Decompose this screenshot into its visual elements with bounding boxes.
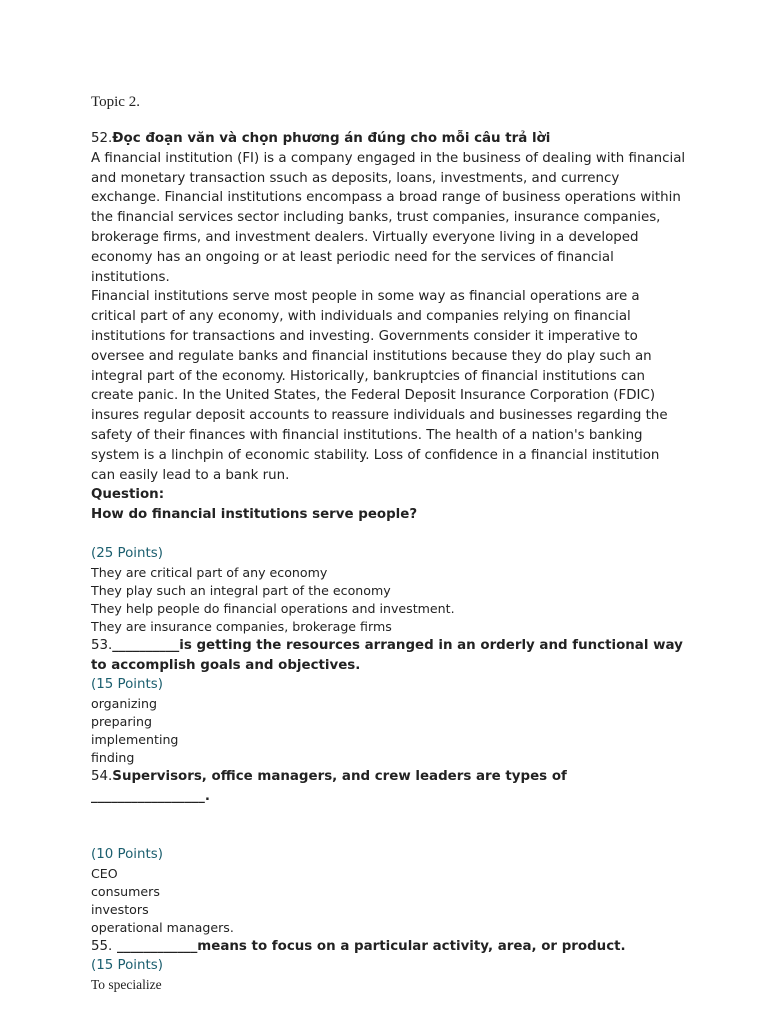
topic-heading: Topic 2. bbox=[91, 94, 140, 110]
question-52-text: How do financial institutions serve people? bbox=[91, 507, 418, 523]
question-55-text bbox=[91, 937, 686, 957]
question-label: Question: bbox=[91, 487, 165, 503]
document-content bbox=[91, 129, 686, 994]
answer-option[interactable]: operational managers. bbox=[91, 919, 234, 935]
answer-option[interactable]: They play such an integral part of the economy bbox=[91, 582, 391, 598]
question-number: 54. bbox=[91, 769, 113, 785]
answer-option[interactable]: investors bbox=[91, 901, 149, 917]
question-53-text bbox=[91, 636, 686, 676]
answer-option[interactable]: They help people do financial operations and investment. bbox=[91, 600, 455, 616]
answer-option[interactable]: They are insurance companies, brokerage firms bbox=[91, 618, 392, 634]
question-prompt: ____________means to focus on a particular activity, area, or product. bbox=[112, 938, 626, 954]
points-badge: (10 Points) bbox=[91, 846, 163, 862]
answer-option[interactable]: consumers bbox=[91, 883, 160, 899]
points-badge: (15 Points) bbox=[91, 958, 163, 974]
question-52-instruction bbox=[91, 129, 686, 149]
question-prompt: Supervisors, office managers, and crew leaders are types of _________________. bbox=[91, 769, 567, 804]
spacer bbox=[91, 807, 686, 826]
answer-option[interactable]: organizing bbox=[91, 696, 157, 712]
question-54-text bbox=[91, 767, 686, 807]
passage-paragraph-1: A financial institution (FI) is a company engaged in the business of dealing with financial and monetary transaction ssuch as deposits, loans, investments, and currency exchange. Financial institutions encompass a broad range of business operations within the financial services sector including banks, trust companies, insurance companies, brokerage firms, and investment dealers. Virtually everyone living in a developed economy has an ongoing or at least periodic need for the services of financial institutions. bbox=[91, 150, 686, 285]
spacer bbox=[91, 826, 686, 845]
spacer bbox=[91, 525, 686, 544]
answer-option[interactable]: finding bbox=[91, 750, 135, 766]
points-badge: (25 Points) bbox=[91, 545, 163, 561]
question-number: 52. bbox=[91, 131, 113, 146]
points-badge: (15 Points) bbox=[91, 677, 163, 693]
passage-paragraph-2: Financial institutions serve most people in some way as financial operations are a critical part of any economy, with individuals and companies relying on financial institutions for transactions and investing. Governments consider it imperative to oversee and regulate banks and financial institutions because they do play such an integral part of the economy. Historically, bankruptcies of financial institutions can create panic. In the United States, the Federal Deposit Insurance Corporation (FDIC) insures regular deposit accounts to reassure individuals and businesses regarding the safety of their finances with financial institutions. The health of a nation's banking system is a linchpin of economic stability. Loss of confidence in a financial institution can easily lead to a bank run. bbox=[91, 289, 668, 483]
answer-option[interactable]: To specialize bbox=[91, 977, 162, 993]
answer-option[interactable]: CEO bbox=[91, 865, 118, 881]
question-number: 55. bbox=[91, 938, 113, 954]
answer-option[interactable]: implementing bbox=[91, 732, 179, 748]
question-number: 53. bbox=[91, 637, 113, 653]
answer-option[interactable]: They are critical part of any economy bbox=[91, 564, 328, 580]
answer-option[interactable]: preparing bbox=[91, 714, 153, 730]
question-instruction: Đọc đoạn văn và chọn phương án đúng cho mỗi câu trả lời bbox=[112, 131, 551, 146]
question-prompt: __________is getting the resources arranged in an orderly and functional way to accomplish goals and objectives. bbox=[91, 637, 683, 673]
